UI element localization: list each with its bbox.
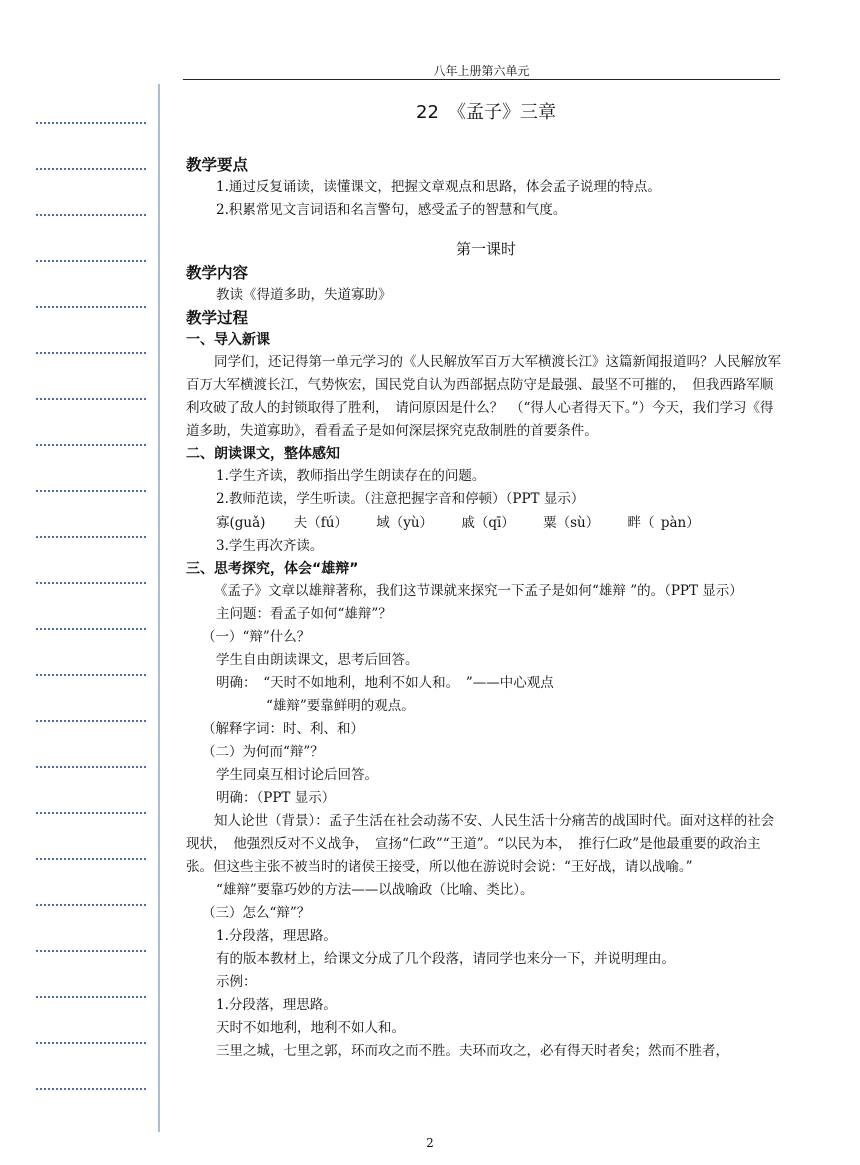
margin-dots (36, 996, 146, 998)
margin-dots (36, 904, 146, 906)
margin-dots (36, 260, 146, 262)
section-heading: 三、思考探究，体会“雄辩” (186, 561, 359, 577)
sub-question: （一）“辩”什么？ (202, 629, 311, 645)
teaching-point: 2.积累常见文言词语和名言警句，感受孟子的智慧和气度。 (216, 202, 567, 218)
text-line: 1.分段落，理思路。 (216, 928, 337, 944)
background-paragraph: 知人论世（背景）：孟子生活在社会动荡不安、人民生活十分痛苦的战国时代。面对这样的社会现状， 他强烈反对不义战争， 宣扬“仁政”“王道”。“以民为本， 推行仁政”是他最重要的政治主张。但这些主张不被当时的诸侯王接受，所以他在游说时会说：“王好战，请以战喻。” (186, 813, 775, 875)
margin-dots (36, 306, 146, 308)
text-line: 示例： (216, 974, 257, 990)
teaching-point: 1.通过反复诵读，读懂课文，把握文章观点和思路，体会孟子说理的特点。 (216, 179, 661, 195)
header-divider (183, 79, 780, 80)
text-line: “雄辩”要靠鲜明的观点。 (266, 698, 415, 714)
section-heading: 二、朗读课文，整体感知 (186, 446, 340, 462)
main-question: 主问题：看孟子如何“雄辩”？ (216, 606, 392, 622)
text-line: 明确： “天时不如地利，地利不如人和。 ”——中心观点 (216, 675, 554, 691)
lesson-title: 第一课时 (455, 240, 516, 258)
pinyin-item: 畔（ pàn） (627, 515, 700, 531)
page-title: 22 《孟子》三章 (416, 102, 556, 123)
list-item: 2.教师范读，学生听读。（注意把握字音和停顿）（PPT 显示） (216, 491, 585, 507)
margin-dots (36, 950, 146, 952)
margin-dots (36, 398, 146, 400)
text-line: 有的版本教材上，给课文分成了几个段落，请同学也来分一下，并说明理由。 (216, 951, 675, 967)
teaching-points-heading: 教学要点 (186, 156, 249, 174)
margin-dots (36, 628, 146, 630)
process-heading: 教学过程 (186, 309, 249, 327)
content-text: 教读《得道多助，失道寡助》 (216, 287, 392, 303)
pinyin-item: 戚（qī） (461, 515, 515, 531)
pinyin-item: 夫（fú） (293, 515, 348, 531)
margin-dots (36, 490, 146, 492)
pinyin-item: 寡(guǎ) (216, 515, 266, 531)
text-line: 天时不如地利，地利不如人和。 (216, 1020, 405, 1036)
text-line: 学生同桌互相讨论后回答。 (216, 767, 378, 783)
text-line: （解释字词：时、利、和） (202, 721, 364, 737)
sub-question: （二）为何而“辩”？ (202, 744, 324, 760)
margin-dots (36, 812, 146, 814)
margin-dots (36, 168, 146, 170)
text-line: 1.分段落，理思路。 (216, 997, 337, 1013)
margin-dots (36, 536, 146, 538)
pinyin-item: 粟（sù） (543, 515, 600, 531)
margin-dots (36, 122, 146, 124)
text-line: 三里之城，七里之郭，环而攻之而不胜。夫环而攻之，必有得天时者矣；然而不胜者， (216, 1043, 729, 1059)
list-item: 3.学生再次齐读。 (216, 538, 324, 554)
sub-question: （三）怎么“辩”？ (202, 905, 311, 921)
page-header: 八年上册第六单元 (433, 64, 530, 78)
section-heading: 一、导入新课 (186, 332, 270, 348)
content-heading: 教学内容 (186, 264, 249, 282)
margin-dots (36, 766, 146, 768)
margin-dots (36, 858, 146, 860)
text-line: 学生自由朗读课文，思考后回答。 (216, 652, 419, 668)
margin-dots (36, 1088, 146, 1090)
text-line: “雄辩”要靠巧妙的方法——以战喻政（比喻、类比）。 (216, 882, 534, 898)
margin-dots (36, 444, 146, 446)
pinyin-row (186, 511, 786, 535)
margin-dots (36, 352, 146, 354)
margin-line (158, 84, 160, 1132)
margin-dots (36, 1042, 146, 1044)
margin-dots (36, 720, 146, 722)
margin-dots (36, 214, 146, 216)
list-item: 1.学生齐读，教师指出学生朗读存在的问题。 (216, 468, 486, 484)
document-body (186, 94, 786, 1063)
section-paragraph: 《孟子》文章以雄辩著称，我们这节课就来探究一下孟子是如何“雄辩 ”的。（PPT 显示） (214, 583, 743, 599)
pinyin-item: 域（yù） (376, 515, 434, 531)
page-number: 2 (426, 1136, 434, 1150)
margin-dots (36, 674, 146, 676)
margin-dots (36, 582, 146, 584)
section-paragraph: 同学们，还记得第一单元学习的《人民解放军百万大军横渡长江》这篇新闻报道吗？人民解放军百万大军横渡长江，气势恢宏，国民党自认为西部据点防守是最强、最坚不可摧的， 但我西路军顺利攻破了敌人的封锁取得了胜利， 请问原因是什么？ （“得人心者得天下。”）今天，我们学习《得道多助，失道寡助》，看看孟子是如何深层探究克敌制胜的首要条件。 (186, 354, 781, 439)
text-line: 明确：（PPT 显示） (216, 790, 336, 806)
